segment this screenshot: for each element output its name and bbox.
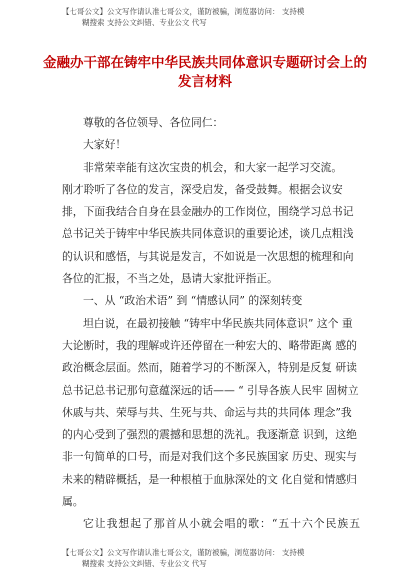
paragraph-1: 非常荣幸能有这次宝贵的机会，和大家一起学习交流。 — [83, 160, 343, 174]
paragraph-4: 它让我想起了那首从小就会唱的歌：“五十六个民族五 — [83, 517, 360, 531]
paragraph-2: 刚才聆听了各位的发言，深受启发，备受鼓舞。根据会议安排，下面我结合自身在县金融办的工作岗位，围绕学习总书记总书记关于铸牢中华民族共同体意识的重要论述，谈几点粗浅的认识和感悟，与其说是发言，不如说是一次思想的梳理和向各位的汇报，不当之处，恳请大家批评指正。 — [62, 182, 354, 286]
footer-line-2: 糊搜索 支持公文纠错、专业公文 代写 — [82, 559, 207, 568]
page-header — [62, 6, 362, 28]
salutation: 尊敬的各位领导、各位同仁： — [83, 116, 224, 129]
section-heading-1: 一、从 “政治术语” 到 “情感认同” 的深刻转变 — [83, 294, 303, 308]
greeting: 大家好！ — [83, 138, 127, 152]
document-body — [62, 112, 360, 536]
document-title: 金融办干部在铸牢中华民族共同体意识专题研讨会上的发言材料 — [43, 55, 367, 90]
footer-line-1: 【七哥公文】公文写作请认准七哥公文，谨防被骗，浏览器访问： 支持模 — [62, 548, 305, 557]
page-footer — [62, 547, 362, 569]
header-line-2: 糊搜索 支持公文纠错、专业公文 代写 — [82, 18, 207, 27]
header-line-1: 【七哥公文】公文写作请认准七哥公文，谨防被骗，浏览器访问： 支持模 — [62, 7, 305, 16]
paragraph-3: 坦白说，在最初接触 “铸牢中华民族共同体意识” 这个 重大论断时，我的理解或许还停留在一种宏大的、略带距离 感的政治概念层面。然而，随着学习的不断深入，特别是反复 研读总书记总书记那句意蕴深远的话—— “ 引导各族人民牢 固树立休戚与共、荣辱与共、生死与共、命运与共的共同体 理念”我的内心受到了强烈的震撼和思想的洗礼。我逐渐意 识到，这绝非一句简单的口号，而是对我们这个多民族国家 历史、现实与未来的精辟概括，是一种根植于血脉深处的文 化自觉和情感归属。 — [62, 316, 359, 509]
